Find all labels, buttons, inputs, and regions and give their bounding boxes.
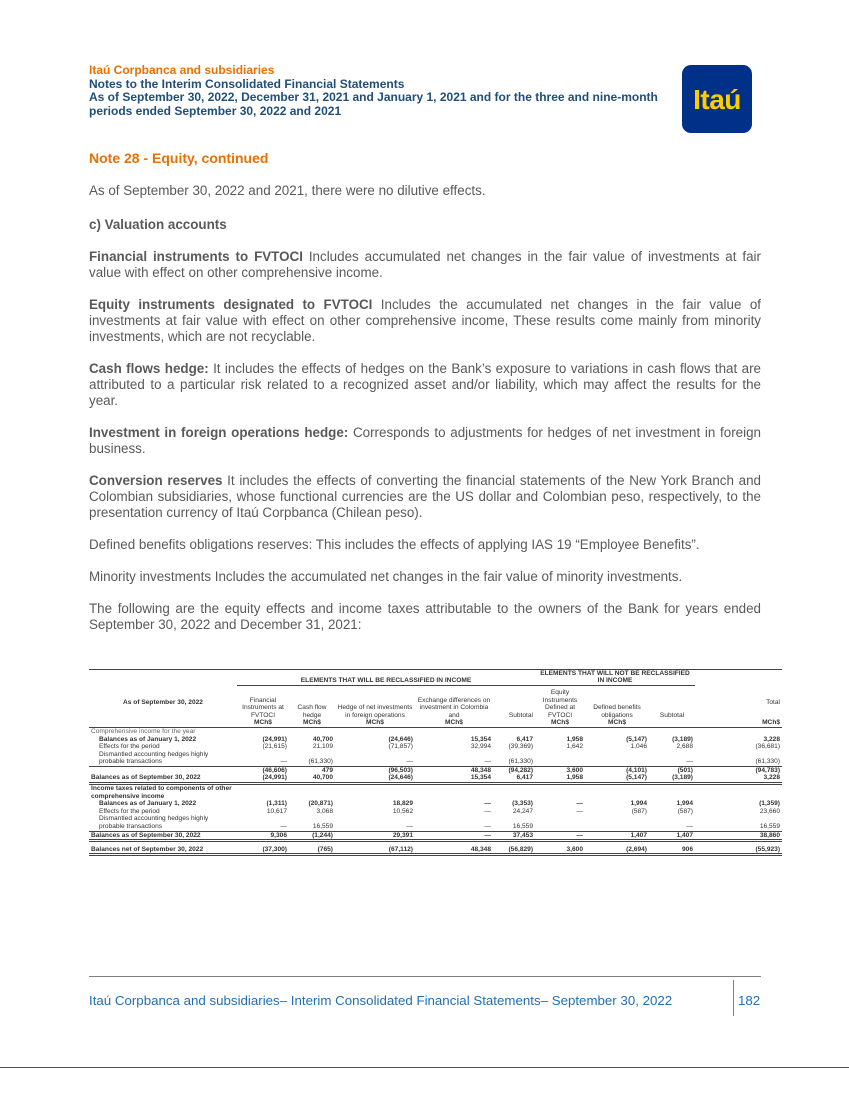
cell-value xyxy=(585,815,649,831)
cell-value: — xyxy=(686,823,694,831)
fvtoci-label: Financial instruments to FVTOCI xyxy=(89,249,303,264)
cell-value: 906 xyxy=(649,841,695,855)
cell-value: 37,453 xyxy=(493,831,535,841)
cell-value: 1,046 xyxy=(630,743,648,751)
table-row xyxy=(89,815,782,831)
cell-value: (3,353) xyxy=(512,800,534,808)
cell-value: (61,330) xyxy=(508,758,534,766)
cell-value xyxy=(585,751,649,767)
cell-value: (587) xyxy=(677,807,694,815)
fvtoci-text: Includes accumulated net changes in the fair value of investments at fair value with effect on other comprehensive income. xyxy=(89,249,761,280)
cell-value: 9,306 xyxy=(237,831,289,841)
cell-value: (24,991) xyxy=(262,735,287,743)
fvtoci-paragraph xyxy=(89,249,761,281)
cell-value: — xyxy=(415,831,493,841)
cell-value: 3,600 xyxy=(535,766,585,774)
minority-paragraph: Minority investments Includes the accumulated net changes in the fair value of minority investments. xyxy=(89,569,683,584)
cell-value: 40,700 xyxy=(312,735,333,743)
cell-value: (37,300) xyxy=(237,841,289,855)
cell-value xyxy=(415,784,493,801)
logo-text: Itaú xyxy=(693,84,741,115)
footer-text: Itaú Corpbanca and subsidiaries– Interim Consolidated Financial Statements– September 30, 2022 xyxy=(89,993,673,1008)
equity-text: Includes the accumulated net changes in the fair value of investments at fair value with effect on other comprehensive income, These results come mainly from minority investments, which are not recyclable. xyxy=(89,297,761,344)
table-row xyxy=(89,743,782,751)
cell-value: — xyxy=(535,831,585,841)
cell-value: — xyxy=(280,758,287,766)
body-text xyxy=(89,183,761,633)
unit-label: MCh$ xyxy=(335,719,415,727)
cell-value: — xyxy=(484,758,491,766)
cell-value: 3,228 xyxy=(695,774,782,783)
col-defined: Defined benefits obligations xyxy=(593,704,641,719)
cell-value: 40,700 xyxy=(289,774,335,783)
cell-value xyxy=(535,815,585,831)
cell-value: (1,311) xyxy=(266,800,287,808)
cell-value xyxy=(585,784,649,801)
col-total: Total xyxy=(766,698,781,706)
cell-value: 1,407 xyxy=(585,831,649,841)
row-label: Balances as of January 1, 2022 xyxy=(99,735,197,743)
cell-value: (765) xyxy=(289,841,335,855)
cell-value: — xyxy=(406,758,413,766)
cell-value: (55,923) xyxy=(695,841,782,855)
cell-value: (3,189) xyxy=(649,774,695,783)
cell-value: 2,688 xyxy=(676,743,694,751)
unit-label: MCh$ xyxy=(695,719,782,727)
cell-value: — xyxy=(484,807,491,815)
table-row xyxy=(89,766,782,774)
cell-value: 23,660 xyxy=(759,807,781,815)
cell-value xyxy=(237,784,289,801)
cell-value: (501) xyxy=(649,766,695,774)
row-label: Effects for the period xyxy=(99,743,160,751)
cell-value: (24,646) xyxy=(335,774,415,783)
cell-value: (24,646) xyxy=(388,735,413,743)
group-reclassified: ELEMENTS THAT WILL BE RECLASSIFIED IN INCOME xyxy=(237,670,535,686)
cell-value xyxy=(289,727,335,735)
table-row xyxy=(89,784,782,801)
unit-label: MCh$ xyxy=(237,719,289,727)
table-row xyxy=(89,831,782,841)
equity-paragraph xyxy=(89,297,761,345)
cell-value: (1,359) xyxy=(759,800,781,808)
equity-label: Equity instruments designated to FVTOCI xyxy=(89,297,373,312)
row-label: Income taxes related to components of other comprehensive income xyxy=(91,785,232,800)
cell-value: (2,694) xyxy=(585,841,649,855)
cell-value: (67,112) xyxy=(335,841,415,855)
cell-value: (39,369) xyxy=(508,743,534,751)
table-row xyxy=(89,800,782,808)
invest-label: Investment in foreign operations hedge: xyxy=(89,425,349,440)
cell-value: — xyxy=(484,800,491,808)
cell-value: 24,247 xyxy=(512,807,534,815)
col-subtotal-1: Subtotal xyxy=(508,711,534,719)
cell-value: (96,503) xyxy=(335,766,415,774)
table-row xyxy=(89,727,782,735)
cell-value: (20,871) xyxy=(308,800,333,808)
cell-value: (1,244) xyxy=(289,831,335,841)
row-label: Balances as of September 30, 2022 xyxy=(89,774,237,783)
cell-value: (3,189) xyxy=(672,735,694,743)
cell-value: 16,559 xyxy=(759,823,781,831)
dilutive-paragraph: As of September 30, 2022 and 2021, there were no dilutive effects. xyxy=(89,183,486,198)
cell-value xyxy=(585,727,649,735)
cash-text: It includes the effects of hedges on the Bank’s exposure to variations in cash flows that are attributed to a particular risk related to a recognized asset and/or liability, which may affect the results for the year. xyxy=(89,361,761,408)
cell-value: (71,857) xyxy=(388,743,413,751)
cell-value: (24,991) xyxy=(237,774,289,783)
cell-value xyxy=(415,727,493,735)
col-fvtoci: Financial Instruments at FVTOCI xyxy=(242,696,284,719)
col-equity: Equity Instruments Defined at FVTOCI xyxy=(542,688,578,719)
cell-value xyxy=(535,727,585,735)
cell-value: 6,417 xyxy=(516,735,534,743)
cell-value: — xyxy=(686,758,694,766)
cell-value: 21,109 xyxy=(312,743,333,751)
cell-value: (36,681) xyxy=(755,743,781,751)
col-cash-flow: Cash flow hedge xyxy=(297,704,327,719)
row-label: Effects for the period xyxy=(99,807,160,815)
cell-value: 1,958 xyxy=(535,774,585,783)
row-label xyxy=(89,766,237,774)
cell-value: 16,559 xyxy=(512,823,534,831)
table-row xyxy=(89,774,782,783)
col-subtotal-2: Subtotal xyxy=(659,711,685,719)
cell-value: 29,391 xyxy=(335,831,415,841)
cell-value: — xyxy=(576,807,584,815)
cell-value xyxy=(493,784,535,801)
cell-value xyxy=(649,727,695,735)
cell-value: — xyxy=(280,823,287,831)
cell-value: — xyxy=(406,823,413,831)
cell-value: 16,559 xyxy=(312,823,333,831)
cash-paragraph xyxy=(89,361,761,409)
cell-value: 1,407 xyxy=(649,831,695,841)
page-bottom-line xyxy=(0,1067,849,1068)
page-number: 182 xyxy=(738,993,761,1008)
cell-value: 15,354 xyxy=(415,774,493,783)
invest-paragraph xyxy=(89,425,761,457)
row-label: Dismantled accounting hedges highly probable transactions xyxy=(99,750,209,766)
cell-value: 3,600 xyxy=(535,841,585,855)
cell-value: (94,783) xyxy=(695,766,782,774)
cell-value: (5,147) xyxy=(626,735,648,743)
cell-value xyxy=(237,727,289,735)
cell-value xyxy=(649,784,695,801)
cell-value: (4,101) xyxy=(585,766,649,774)
cell-value: 38,860 xyxy=(695,831,782,841)
unit-label: MCh$ xyxy=(585,719,649,727)
cell-value xyxy=(335,727,415,735)
row-label: Comprehensive income for the year xyxy=(89,727,237,735)
cell-value: 18,829 xyxy=(392,800,413,808)
note-title: Note 28 - Equity, continued xyxy=(89,150,269,166)
cell-value xyxy=(535,751,585,767)
cell-value: — xyxy=(484,823,491,831)
col-exchange: Exchange differences on investment in Colombia and xyxy=(417,696,491,719)
col-hedge: Hedge of net investments in foreign operations xyxy=(337,704,413,719)
unit-label: MCh$ xyxy=(289,719,335,727)
valuation-accounts-table xyxy=(89,669,782,856)
cell-value: 479 xyxy=(289,766,335,774)
defined-paragraph: Defined benefits obligations reserves: This includes the effects of applying IAS 19 “Employee Benefits”. xyxy=(89,537,700,552)
cell-value: (61,330) xyxy=(755,758,781,766)
table-row xyxy=(89,751,782,767)
footer-divider xyxy=(89,976,761,977)
page-header xyxy=(89,64,669,118)
cell-value: 15,354 xyxy=(470,735,491,743)
cell-value: (61,330) xyxy=(308,758,333,766)
cell-value: (21,615) xyxy=(262,743,287,751)
unit-label: MCh$ xyxy=(535,719,585,727)
document-period: As of September 30, 2022, December 31, 2021 and January 1, 2021 and for the three and nine-month periods ended September 30, 2022 and 2021 xyxy=(89,90,658,118)
conversion-text: It includes the effects of converting the financial statements of the New York Branch and Colombian subsidiaries, whose functional currencies are the US dollar and Colombian peso, respectively, to the presentation currency of Itaú Corpbanca (Chilean peso). xyxy=(89,473,761,520)
row-label: Dismantled accounting hedges highly probable transactions xyxy=(99,815,209,831)
row-label: Balances as of September 30, 2022 xyxy=(89,831,237,841)
cash-label: Cash flows hedge: xyxy=(89,361,209,376)
cell-value: (56,829) xyxy=(493,841,535,855)
conversion-label: Conversion reserves xyxy=(89,473,223,488)
following-paragraph: The following are the equity effects and income taxes attributable to the owners of the Bank for years ended September 30, 2022 and December 31, 2021: xyxy=(89,601,761,632)
cell-value: 48,348 xyxy=(415,766,493,774)
cell-value xyxy=(335,784,415,801)
as-of-label: As of September 30, 2022 xyxy=(123,698,203,706)
cell-value xyxy=(695,784,782,801)
cell-value: (46,606) xyxy=(237,766,289,774)
cell-value: 1,958 xyxy=(566,735,584,743)
itau-logo xyxy=(682,65,752,133)
cell-value: 32,994 xyxy=(470,743,491,751)
cell-value: — xyxy=(576,800,584,808)
row-label: Balances net of September 30, 2022 xyxy=(89,841,237,855)
company-name: Itaú Corpbanca and subsidiaries xyxy=(89,63,275,77)
table-row xyxy=(89,841,782,855)
footer-separator xyxy=(733,980,734,1016)
cell-value: (94,282) xyxy=(493,766,535,774)
section-heading: c) Valuation accounts xyxy=(89,217,227,232)
cell-value: 1,994 xyxy=(630,800,648,808)
cell-value: (587) xyxy=(631,807,648,815)
cell-value xyxy=(493,727,535,735)
table-row xyxy=(89,808,782,816)
cell-value: 48,348 xyxy=(415,841,493,855)
cell-value xyxy=(535,784,585,801)
cell-value: 3,228 xyxy=(763,735,781,743)
group-not-reclassified: ELEMENTS THAT WILL NOT BE RECLASSIFIED IN INCOME xyxy=(535,670,695,686)
cell-value xyxy=(289,784,335,801)
invest-text: Corresponds to adjustments for hedges of net investment in foreign business. xyxy=(89,425,761,456)
cell-value: 1,642 xyxy=(566,743,584,751)
row-label: Balances as of January 1, 2022 xyxy=(99,800,197,808)
cell-value: 1,994 xyxy=(676,800,694,808)
cell-value: 6,417 xyxy=(493,774,535,783)
conversion-paragraph xyxy=(89,473,761,521)
cell-value: (5,147) xyxy=(585,774,649,783)
cell-value: 10,562 xyxy=(392,807,413,815)
cell-value: 10,617 xyxy=(266,807,287,815)
unit-label: MCh$ xyxy=(415,719,493,727)
document-title: Notes to the Interim Consolidated Financial Statements xyxy=(89,76,405,91)
cell-value: 3,068 xyxy=(316,807,333,815)
table-row xyxy=(89,736,782,744)
cell-value xyxy=(695,727,782,735)
